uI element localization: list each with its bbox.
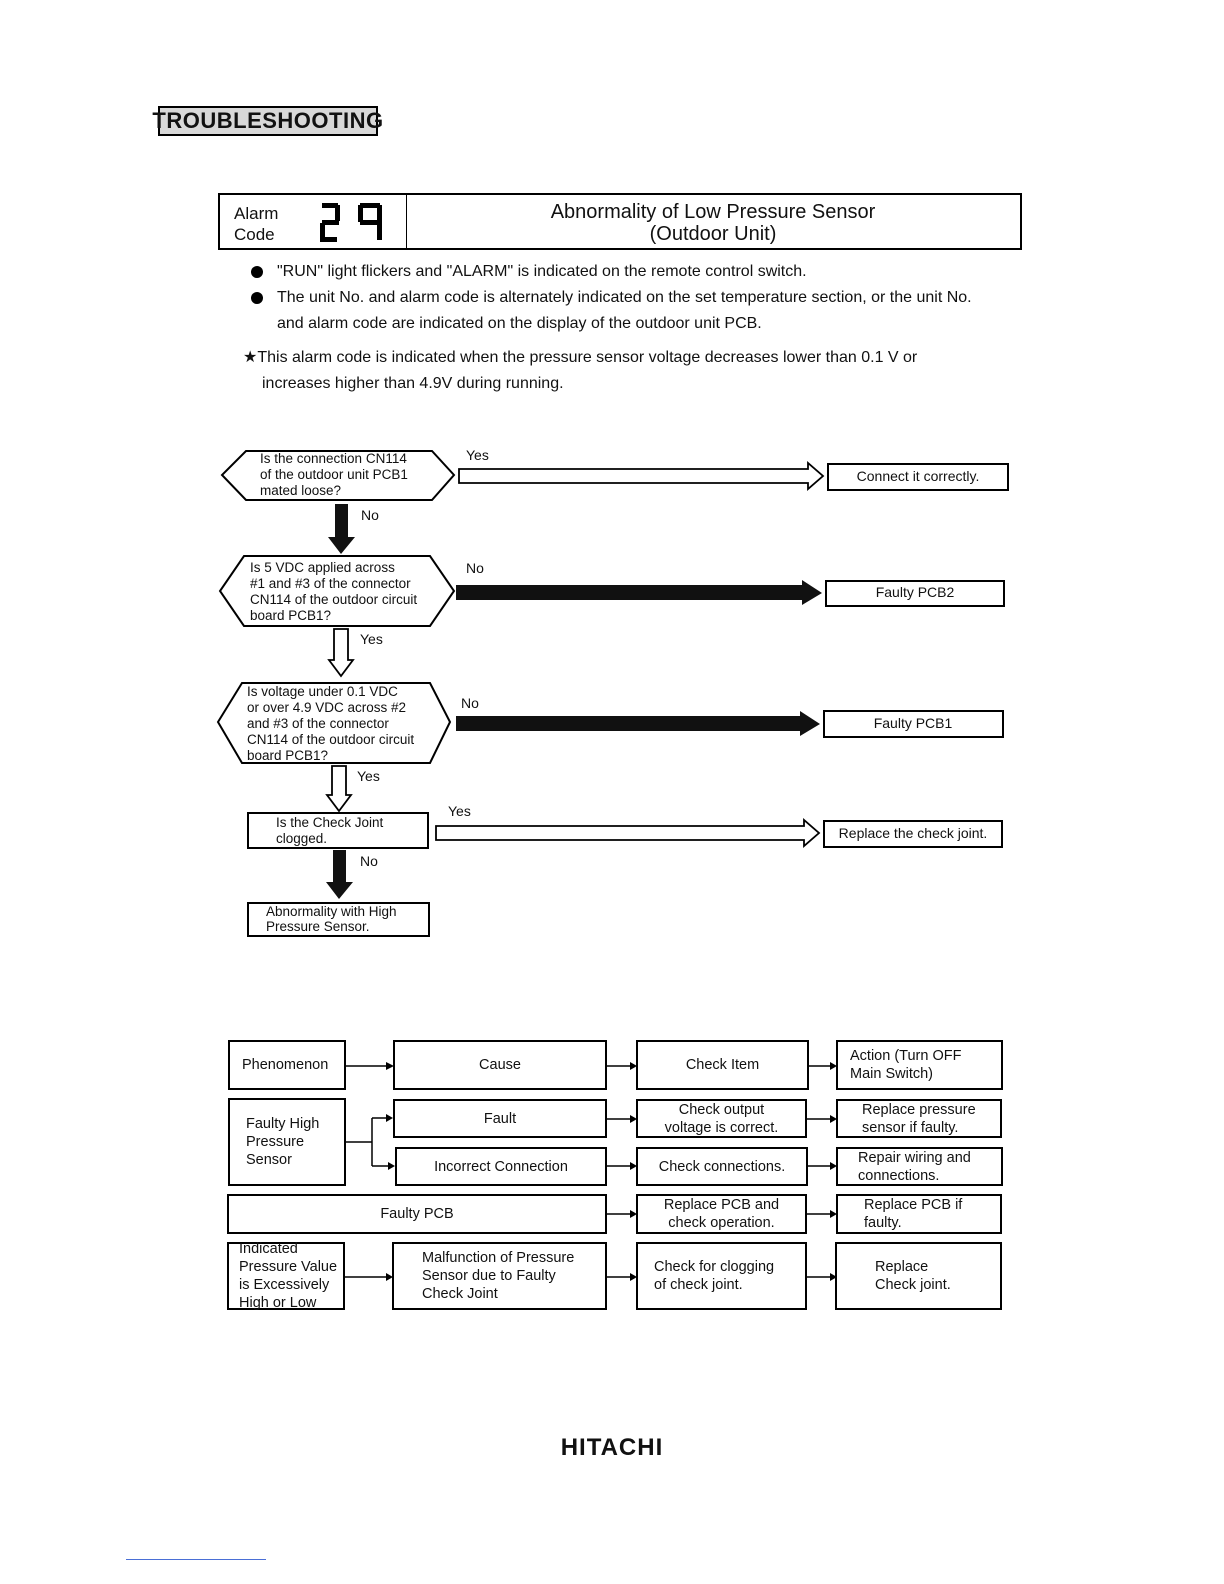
r3-check-line2: of check joint.	[654, 1277, 743, 1293]
note-line2: increases higher than 4.9V during running.	[262, 375, 564, 392]
r3-cause-line2: Sensor due to Faulty	[422, 1268, 556, 1284]
r1-phenomenon	[228, 1098, 346, 1186]
r1a-check-line2: voltage is correct.	[664, 1119, 779, 1136]
r3-action-line1: Replace	[875, 1259, 929, 1275]
r1a-action-text	[838, 1101, 1000, 1137]
bullet-1: "RUN" light flickers and "ALARM" is indicated on the remote control switch.	[277, 263, 807, 280]
q3-no-label: No	[461, 695, 479, 711]
alarm-title-line2: (Outdoor Unit)	[649, 223, 777, 245]
q4-line1: Is the Check Joint	[276, 815, 384, 830]
q2-line1: Is 5 VDC applied across	[250, 560, 395, 575]
r2-check-text	[638, 1196, 805, 1232]
q4-yes-label: Yes	[448, 803, 471, 819]
q3-line3: and #3 of the connector	[247, 716, 389, 731]
bullet-2-cont: and alarm code are indicated on the display of the outdoor unit PCB.	[277, 315, 762, 332]
r2-check	[636, 1194, 807, 1234]
r3-phen-line1: Indicated	[239, 1241, 298, 1257]
hollow-arrow-q2-yes	[329, 629, 353, 676]
r3-action-line2: Check joint.	[875, 1277, 951, 1293]
q2-no-label: No	[466, 560, 484, 576]
alarm-code-value: 29	[316, 201, 318, 202]
r3-phen-line2: Pressure Value	[239, 1259, 338, 1275]
r1b-check	[636, 1147, 808, 1186]
th-cause-text: Cause	[479, 1057, 521, 1073]
solid-arrow-q4-no	[326, 850, 353, 899]
q2-line2: #1 and #3 of the connector	[250, 576, 411, 591]
r1a-cause-text: Fault	[483, 1110, 517, 1127]
q1-line2: of the outdoor unit PCB1	[260, 467, 408, 482]
q2-line4: board PCB1?	[250, 608, 332, 623]
solid-arrow-q1-no	[328, 504, 355, 554]
alarm-label-line2: Code	[234, 225, 275, 244]
r2-action-line2: faulty.	[864, 1215, 902, 1231]
footer-line	[126, 1559, 266, 1560]
r3-check-text	[638, 1258, 805, 1294]
answer-4-text: Replace the check joint.	[838, 825, 988, 841]
q3-line5: board PCB1?	[247, 748, 329, 763]
th-action-line2: Main Switch)	[850, 1066, 933, 1082]
r1-phen-line3: Sensor	[246, 1152, 292, 1168]
q1-line3: mated loose?	[260, 483, 342, 498]
solid-arrow-q3-no	[456, 711, 820, 736]
solid-arrow-q2-no	[456, 580, 822, 605]
r3-phen-line3: is Excessively	[239, 1277, 330, 1293]
r3-action-text	[837, 1258, 1000, 1294]
r1b-action-line1: Repair wiring and	[858, 1149, 971, 1166]
r1b-action-text	[838, 1149, 1001, 1185]
q3-line1: Is voltage under 0.1 VDC	[247, 684, 398, 699]
r3-check-line1: Check for clogging	[654, 1259, 775, 1275]
r1b-action-line2: connections.	[858, 1167, 940, 1184]
hollow-arrow-q4-yes	[436, 820, 819, 846]
bullet-2: The unit No. and alarm code is alternately indicated on the set temperature section, or the unit No.	[277, 289, 972, 306]
r2-check-line1: Replace PCB and	[663, 1197, 780, 1213]
q2-yes-label: Yes	[360, 631, 383, 647]
q1-yes-label: Yes	[466, 447, 489, 463]
end-line2: Pressure Sensor.	[266, 919, 370, 934]
r1a-action-line2: sensor if faulty.	[862, 1119, 959, 1136]
q3-yes-label: Yes	[357, 768, 380, 784]
r3-phen-line4: High or Low	[239, 1295, 317, 1311]
r3-phenomenon	[227, 1242, 345, 1310]
r1a-check-line1: Check output	[678, 1101, 765, 1118]
th-action-line1: Action (Turn OFF	[850, 1048, 962, 1064]
r1-phen-line1: Faulty High	[246, 1116, 320, 1132]
hollow-arrow-q3-yes	[327, 766, 351, 811]
r3-cause-text	[394, 1249, 605, 1303]
r3-cause	[392, 1242, 607, 1310]
section-tag: TROUBLESHOOTING	[158, 106, 378, 136]
answer-2-text: Faulty PCB2	[875, 584, 955, 600]
end-line1: Abnormality with High	[266, 904, 397, 919]
r1b-cause	[395, 1147, 607, 1186]
r1b-cause-text: Incorrect Connection	[434, 1158, 568, 1175]
brand-logo: HITACHI	[560, 1434, 664, 1461]
alarm-label-line1: Alarm	[234, 204, 279, 223]
th-check-item	[636, 1040, 809, 1090]
q1-no-label: No	[361, 507, 379, 523]
r1a-check-text	[638, 1101, 805, 1137]
th-action	[836, 1040, 1003, 1090]
th-check-item-text: Check Item	[685, 1057, 760, 1073]
q1-line1: Is the connection CN114	[260, 451, 407, 466]
answer-1-text: Connect it correctly.	[856, 468, 980, 484]
th-action-text	[838, 1047, 1001, 1083]
r1b-check-text: Check connections.	[658, 1158, 786, 1175]
r1-phen-line2: Pressure	[246, 1134, 305, 1150]
q4-line2: clogged.	[276, 831, 328, 846]
table-connectors	[0, 1030, 1224, 1330]
r2-check-line2: check operation.	[668, 1215, 775, 1231]
q3-line2: or over 4.9 VDC across #2	[247, 700, 407, 715]
r3-check	[636, 1242, 807, 1310]
r2-phenomenon	[227, 1194, 607, 1234]
th-cause	[393, 1040, 607, 1090]
r2-action-line1: Replace PCB if	[864, 1197, 963, 1213]
r1-phenomenon-text	[230, 1115, 344, 1169]
alarm-title-line1: Abnormality of Low Pressure Sensor	[550, 201, 876, 223]
note-line1: ★This alarm code is indicated when the pressure sensor voltage decreases lower than 0.1 V or	[243, 349, 918, 366]
r3-cause-line3: Check Joint	[422, 1286, 498, 1302]
r1a-action	[836, 1099, 1002, 1138]
r2-action-text	[838, 1196, 1000, 1232]
answer-3-text: Faulty PCB1	[873, 715, 953, 731]
r3-phen-text	[229, 1240, 343, 1312]
r3-action	[835, 1242, 1002, 1310]
r1b-action	[836, 1147, 1003, 1186]
hollow-arrow-q1-yes	[459, 463, 823, 489]
r3-cause-line1: Malfunction of Pressure	[422, 1250, 575, 1266]
r2-action	[836, 1194, 1002, 1234]
r1a-check	[636, 1099, 807, 1138]
q2-line3: CN114 of the outdoor circuit	[250, 592, 418, 607]
r1a-action-line1: Replace pressure	[862, 1101, 976, 1118]
th-phenomenon-text: Phenomenon	[242, 1057, 329, 1073]
th-phenomenon	[228, 1040, 346, 1090]
r1a-cause	[393, 1099, 607, 1138]
q4-no-label: No	[360, 853, 378, 869]
r2-phen-text: Faulty PCB	[380, 1206, 454, 1222]
q3-line4: CN114 of the outdoor circuit	[247, 732, 415, 747]
